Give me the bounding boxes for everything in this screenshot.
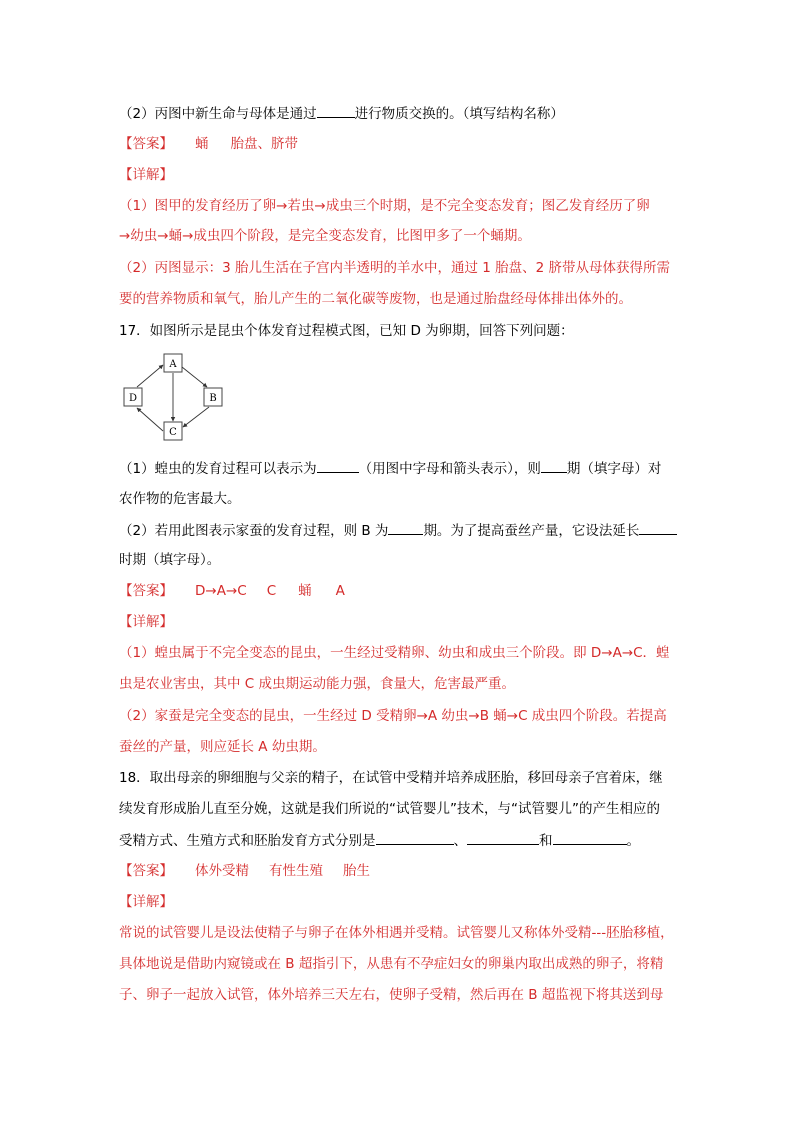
q16-part2 — [119, 103, 564, 124]
arrow-d-to-a — [137, 365, 163, 387]
answer-blank — [317, 103, 355, 118]
q17-part1-line2: 农作物的危害最大。 — [119, 491, 241, 507]
answer-item: D→A→C — [195, 583, 247, 599]
q17-part2-text-mid: 期。为了提高蚕丝产量，它设法延长 — [423, 523, 640, 539]
answer-blank — [317, 458, 359, 473]
answer-blank — [553, 830, 627, 845]
node-d-label: D — [128, 393, 138, 404]
detail-line: 蚕丝的产量，则应延长 A 幼虫期。 — [119, 739, 326, 755]
answer-item: A — [335, 583, 345, 599]
q18-end: 。 — [626, 833, 640, 849]
q17-part1-text-end: 期（填字母）对 — [566, 461, 662, 477]
detail-line: （2）家蚕是完全变态的昆虫，一生经过 D 受精卵→A 幼虫→B 蛹→C 成虫四个阶段。若提高 — [119, 708, 667, 724]
node-a-label: A — [169, 359, 177, 370]
detail-line: 虫是农业害虫，其中 C 成虫期运动能力强，食量大，危害最严重。 — [119, 676, 516, 692]
detail-tag: 【详解】 — [119, 614, 173, 630]
q17-part1-text: （1）蝗虫的发育过程可以表示为 — [119, 461, 317, 477]
answer-item: 胎生 — [343, 863, 370, 879]
node-c-label: C — [169, 427, 177, 438]
detail-line: （1）图甲的发育经历了卵→若虫→成虫三个时期，是不完全变态发育；图乙发育经历了卵 — [119, 198, 650, 214]
answer-item: 蛹 — [298, 583, 312, 599]
q17-part2 — [119, 520, 677, 541]
answer-tag: 【答案】 — [119, 136, 173, 152]
q18-stem-line3 — [119, 830, 640, 851]
q17-part1 — [119, 458, 661, 479]
q18-sep: 、 — [453, 833, 467, 849]
q16-answer — [119, 134, 298, 154]
arrow-a-to-b — [182, 367, 207, 387]
arrow-c-to-d — [137, 408, 163, 431]
detail-tag: 【详解】 — [119, 167, 173, 183]
answer-item: 有性生殖 — [269, 863, 323, 879]
answer-blank — [541, 458, 567, 473]
q17-stem: 17．如图所示是昆虫个体发育过程模式图，已知 D 为卵期，回答下列问题： — [119, 323, 574, 339]
detail-line: 具体地说是借助内窥镜或在 B 超指引下，从患有不孕症妇女的卵巢内取出成熟的卵子，将精 — [119, 956, 664, 972]
q16-part2-text: （2）丙图中新生命与母体是通过 — [119, 106, 317, 122]
q18-sep: 和 — [539, 833, 553, 849]
q16-part2-text-end: 进行物质交换的。（填写结构名称） — [354, 106, 564, 122]
detail-line: 要的营养物质和氧气，胎儿产生的二氧化碳等废物，也是通过胎盘经母体排出体外的。 — [119, 291, 632, 307]
q18-stem-line: 18．取出母亲的卵细胞与父亲的精子，在试管中受精并培养成胚胎，移回母亲子宫着床，继 — [119, 770, 663, 786]
q18-text: 受精方式、生殖方式和胚胎发育方式分别是 — [119, 833, 376, 849]
answer-tag: 【答案】 — [119, 863, 173, 879]
q17-part2-line2: 时期（填字母）。 — [119, 552, 221, 568]
q17-answer — [119, 581, 345, 601]
answer-blank — [467, 830, 539, 845]
q17-part2-text: （2）若用此图表示家蚕的发育过程，则 B 为 — [119, 523, 389, 539]
answer-item: 体外受精 — [195, 863, 249, 879]
detail-line: 子、卵子一起放入试管，体外培养三天左右，使卵子受精，然后再在 B 超监视下将其送到母 — [119, 987, 664, 1003]
node-b-label: B — [209, 393, 217, 404]
detail-line: （1）蝗虫属于不完全变态的昆虫，一生经过受精卵、幼虫和成虫三个阶段。即 D→A→C．蝗 — [119, 645, 670, 661]
answer-blank — [376, 830, 454, 845]
q18-answer — [119, 861, 370, 881]
answer-item: 蛹 — [195, 136, 209, 152]
q18-stem-line: 续发育形成胎儿直至分娩，这就是我们所说的“试管婴儿”技术，与“试管婴儿”的产生相应的 — [119, 801, 660, 817]
answer-blank — [639, 520, 677, 535]
detail-line: →幼虫→蛹→成虫四个阶段，是完全变态发育，比图甲多了一个蛹期。 — [119, 228, 531, 244]
answer-tag: 【答案】 — [119, 583, 173, 599]
answer-item: C — [266, 583, 277, 599]
detail-line: 常说的试管婴儿是设法使精子与卵子在体外相遇并受精。试管婴儿又称体外受精---胚胎移植， — [119, 925, 674, 941]
answer-blank — [388, 520, 423, 535]
detail-line: （2）丙图显示：3 胎儿生活在子宫内半透明的羊水中，通过 1 胎盘、2 脐带从母体获得所需 — [119, 260, 671, 276]
development-cycle-diagram — [120, 352, 230, 444]
q17-part1-text-mid: （用图中字母和箭头表示），则 — [358, 461, 541, 477]
detail-tag: 【详解】 — [119, 894, 173, 910]
answer-item: 胎盘、脐带 — [230, 136, 298, 152]
arrow-b-to-c — [183, 407, 209, 427]
